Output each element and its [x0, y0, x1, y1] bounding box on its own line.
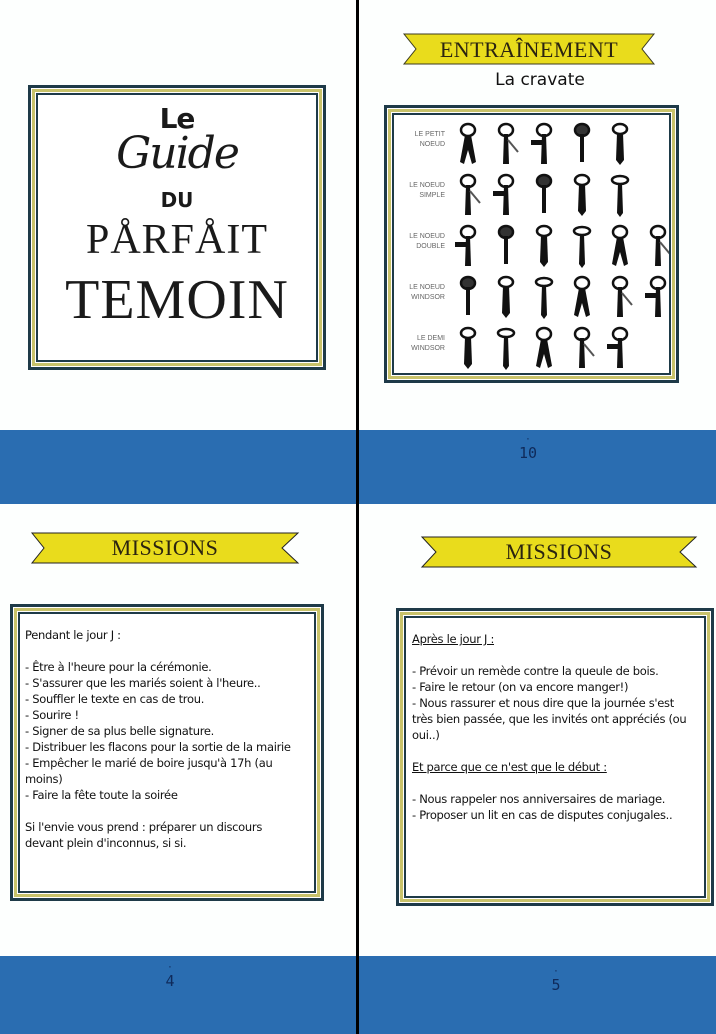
tie-icon — [455, 122, 481, 166]
training-banner-label: ENTRAÎNEMENT — [439, 37, 619, 62]
tie-knot-row — [397, 326, 666, 376]
cover-title-du: DU — [160, 188, 194, 212]
tie-icon — [455, 275, 481, 319]
tie-icon — [607, 122, 633, 166]
missions-after-text — [412, 631, 712, 823]
cover-title-le: Le — [159, 102, 195, 135]
tie-icon — [493, 326, 519, 370]
page-number-5 — [536, 968, 576, 994]
tie-icon — [531, 122, 557, 166]
mission-item: - Signer de sa plus belle signature. — [25, 724, 215, 738]
tie-knot-label: LE PETIT NOEUD — [414, 131, 445, 148]
tie-knot-row — [397, 122, 666, 172]
page-fold-divider — [356, 0, 359, 1034]
missions-banner-left-label: MISSIONS — [111, 535, 219, 560]
mission-item: - Sourire ! — [25, 708, 79, 722]
tie-icon — [569, 275, 595, 319]
tie-icon — [455, 224, 481, 268]
tie-icon — [531, 173, 557, 217]
mission-item: - Distribuer les flacons pour la sortie de la mairie — [25, 740, 291, 754]
tie-knot-steps — [455, 122, 633, 166]
cover-title-temoin: TEMOIN — [65, 269, 289, 331]
tie-icon — [455, 173, 481, 217]
mission-item: - S'assurer que les mariés soient à l'heure.. — [25, 676, 261, 690]
tie-icon — [493, 122, 519, 166]
cover-title-guide: Guide — [116, 128, 238, 179]
cover-frame — [28, 85, 326, 370]
tie-icon — [455, 326, 481, 370]
tie-icon — [607, 275, 633, 319]
tie-icon — [569, 224, 595, 268]
mission-item: - Prévoir un remède contre la queule de bois. — [412, 664, 659, 678]
page-number-label: 10 — [518, 444, 538, 462]
page-number-4 — [150, 964, 190, 990]
tie-icon — [531, 275, 557, 319]
page-number-label: 5 — [551, 976, 561, 994]
mission-item: moins) — [25, 772, 63, 786]
page-dot: · — [167, 963, 173, 973]
tie-icon — [607, 224, 633, 268]
tie-knot-steps — [455, 326, 633, 370]
tie-knot-steps — [455, 173, 633, 217]
missions-banner-right — [420, 535, 698, 567]
missions-after-heading-2: Et parce que ce n'est que le début : — [412, 760, 607, 774]
mission-item: très bien passée, que les invités ont appréciés (ou — [412, 712, 687, 726]
tie-knot-steps — [455, 224, 671, 268]
tie-chart-frame — [384, 105, 679, 383]
tie-icon — [569, 173, 595, 217]
tie-knot-label: LE DEMI WINDSOR — [411, 335, 445, 352]
tie-knot-row — [397, 173, 666, 223]
tie-icon — [531, 326, 557, 370]
missions-during-footer: Si l'envie vous prend : préparer un discours — [25, 820, 263, 834]
mission-item: - Être à l'heure pour la cérémonie. — [25, 660, 212, 674]
tie-icon — [493, 173, 519, 217]
page-dot: · — [553, 967, 559, 977]
mission-item: - Faire la fête toute la soirée — [25, 788, 178, 802]
cover-title — [31, 88, 323, 367]
mission-item: - Proposer un lit en cas de disputes conjugales.. — [412, 808, 673, 822]
tie-icon — [607, 326, 633, 370]
missions-during-heading: Pendant le jour J : — [25, 628, 121, 642]
missions-banner-left — [30, 531, 300, 563]
mission-item: - Souffler le texte en cas de trou. — [25, 692, 205, 706]
mission-item: - Empêcher le marié de boire jusqu'à 17h (au — [25, 756, 273, 770]
training-subtitle: La cravate — [495, 70, 585, 90]
training-banner — [402, 33, 656, 65]
tie-knot-label: LE NOEUD WINDSOR — [409, 284, 445, 301]
tie-knot-row — [397, 275, 666, 325]
missions-after-frame — [396, 608, 714, 906]
missions-after-heading: Après le jour J : — [412, 632, 495, 646]
tie-icon — [493, 224, 519, 268]
mission-item: - Nous rassurer et nous dire que la journée s'est — [412, 696, 674, 710]
tie-knot-label: LE NOEUD SIMPLE — [409, 182, 445, 199]
tie-icon — [569, 122, 595, 166]
tie-knot-label: LE NOEUD DOUBLE — [409, 233, 445, 250]
mission-item: oui..) — [412, 728, 440, 742]
missions-during-footer: devant plein d'inconnus, si si. — [25, 836, 187, 850]
page-number-10 — [508, 436, 548, 462]
tie-icon — [569, 326, 595, 370]
tie-icon — [607, 173, 633, 217]
tie-knot-steps — [455, 275, 671, 319]
cover-title-parfait: PÅRFÅIT — [85, 217, 269, 263]
tie-knot-row — [397, 224, 666, 274]
tie-icon — [531, 224, 557, 268]
missions-banner-right-label: MISSIONS — [505, 539, 613, 564]
missions-during-text — [25, 627, 320, 851]
mission-item: - Nous rappeler nos anniversaires de mariage. — [412, 792, 666, 806]
mission-item: - Faire le retour (on va encore manger!) — [412, 680, 629, 694]
page-dot: · — [525, 435, 531, 445]
tie-icon — [645, 224, 671, 268]
tie-icon — [493, 275, 519, 319]
tie-icon — [645, 275, 671, 319]
page-number-label: 4 — [165, 972, 175, 990]
missions-during-frame — [10, 604, 324, 901]
